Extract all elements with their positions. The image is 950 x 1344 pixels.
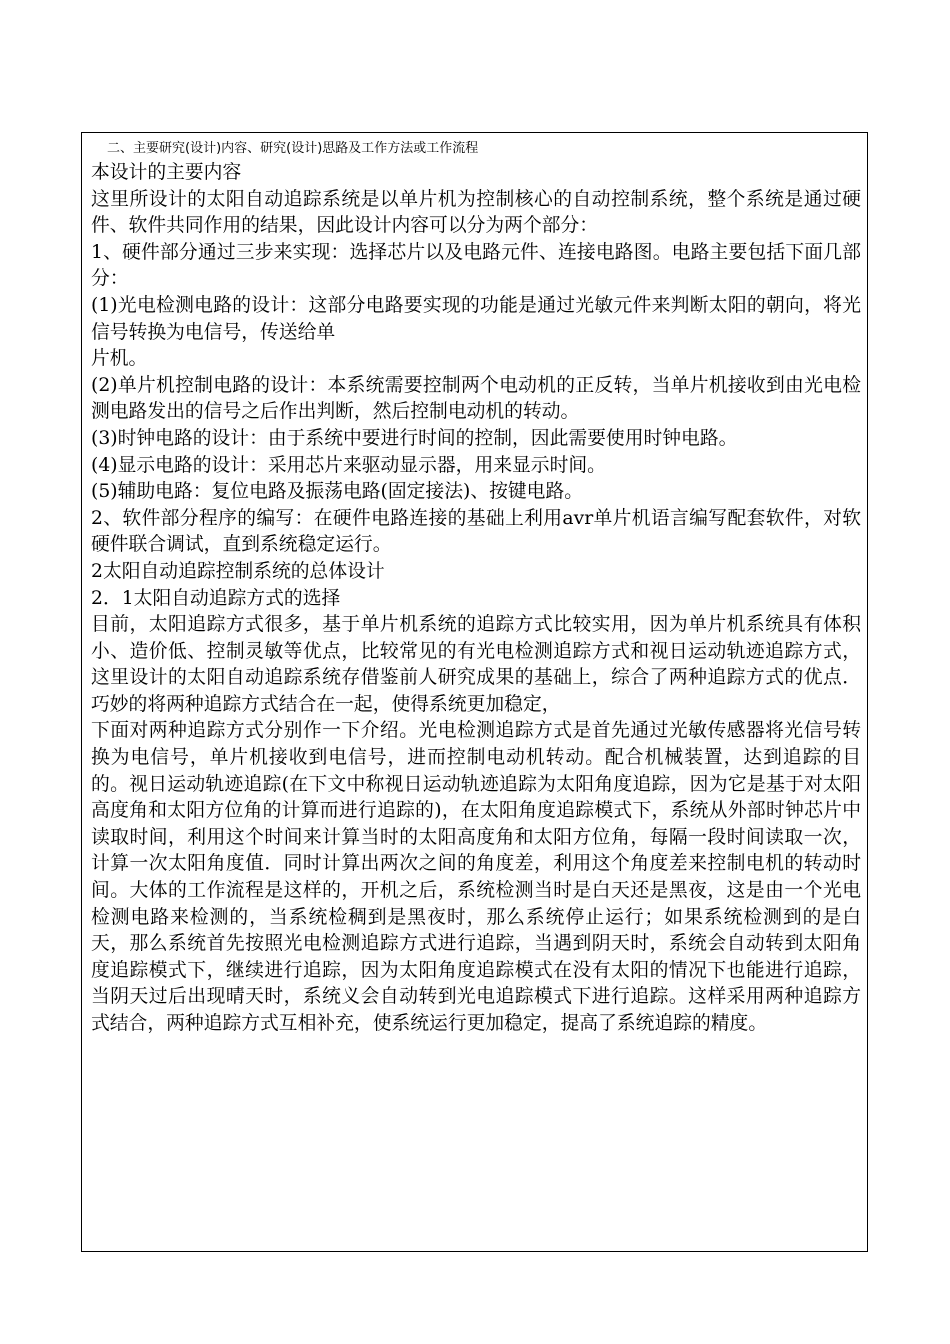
- section-heading: 二、主要研究(设计)内容、研究(设计)思路及工作方法或工作流程: [107, 141, 479, 156]
- paragraph-tracking-methods: 目前，太阳追踪方式很多，基于单片机系统的追踪方式比较实用，因为单片机系统具有体积小、造价低、控制灵敏等优点，比较常见的有光电检测追踪方式和视日运动轨迹追踪方式，这里设计的太阳自动追踪系统存借鉴前人研究成果的基础上，综合了两种追踪方式的优点．巧妙的将两种追踪方式结合在一起，使得系统更加稳定，: [91, 614, 861, 715]
- paragraph-system-intro: 这里所设计的太阳自动追踪系统是以单片机为控制核心的自动控制系统，整个系统是通过硬件、软件共同作用的结果，因此设计内容可以分为两个部分：: [91, 188, 861, 237]
- paragraph-software: 2、软件部分程序的编写：在硬件电路连接的基础上利用avr单片机语言编写配套软件，对软硬件联合调试，直到系统稳定运行。: [91, 507, 861, 556]
- paragraph-section-2-1-title: 2．1太阳自动追踪方式的选择: [91, 587, 341, 609]
- paragraph-clock-circuit: (3)时钟电路的设计：由于系统中要进行时间的控制，因此需要使用时钟电路。: [91, 427, 738, 449]
- paragraph-section-2-title: 2太阳自动追踪控制系统的总体设计: [91, 560, 385, 582]
- paragraph-mcu-control-circuit: (2)单片机控制电路的设计：本系统需要控制两个电动机的正反转，当单片机接收到由光电检测电路发出的信号之后作出判断，然后控制电动机的转动。: [91, 374, 861, 423]
- paragraph-display-circuit: (4)显示电路的设计：采用芯片来驱动显示器，用来显示时间。: [91, 454, 606, 476]
- document-body: [91, 160, 861, 1038]
- paragraph-photo-detection-circuit-end: 片机。: [91, 348, 148, 370]
- paragraph-auxiliary-circuit: (5)辅助电路：复位电路及振荡电路(固定接法)、按键电路。: [91, 481, 584, 503]
- paragraph-photo-detection-circuit: (1)光电检测电路的设计：这部分电路要实现的功能是通过光敏元件来判断太阳的朝向，将光信号转换为电信号，传送给单: [91, 294, 861, 343]
- paragraph-main-content-title: 本设计的主要内容: [91, 162, 242, 183]
- paragraph-tracking-details: 下面对两种追踪方式分别作一下介绍。光电检测追踪方式是首先通过光敏传感器将光信号转换为电信号，单片机接收到电信号，进而控制电动机转动。配合机械装置，达到追踪的目的。视日运动轨迹追踪(在下文中称视日运动轨迹追踪为太阳角度追踪，因为它是基于对太阳高度角和太阳方位角的计算而进行追踪的)，在太阳角度追踪模式下，系统从外部时钟芯片中读取时间，利用这个时间来计算当时的太阳高度角和太阳方位角，每隔一段时间读取一次，计算一次太阳角度值．同时计算出两次之间的角度差，利用这个角度差来控制电机的转动时间。大体的工作流程是这样的，开机之后，系统检测当时是白天还是黑夜，这是由一个光电检测电路来检测的，当系统检稠到是黑夜时，那么系统停止运行；如果系统检测到的是白天，那么系统首先按照光电检测追踪方式进行追踪，当遇到阴天时，系统会自动转到太阳角度追踪模式下，继续进行追踪，因为太阳角度追踪模式在没有太阳的情况下也能进行追踪，当阴天过后出现晴天时，系统义会自动转到光电追踪模式下进行追踪。这样采用两种追踪方式结合，两种追踪方式互相补充，使系统运行更加稳定，提高了系统追踪的精度。: [91, 720, 861, 1034]
- paragraph-hardware: 1、硬件部分通过三步来实现：选择芯片以及电路元件、连接电路图。电路主要包括下面几部分：: [91, 241, 861, 290]
